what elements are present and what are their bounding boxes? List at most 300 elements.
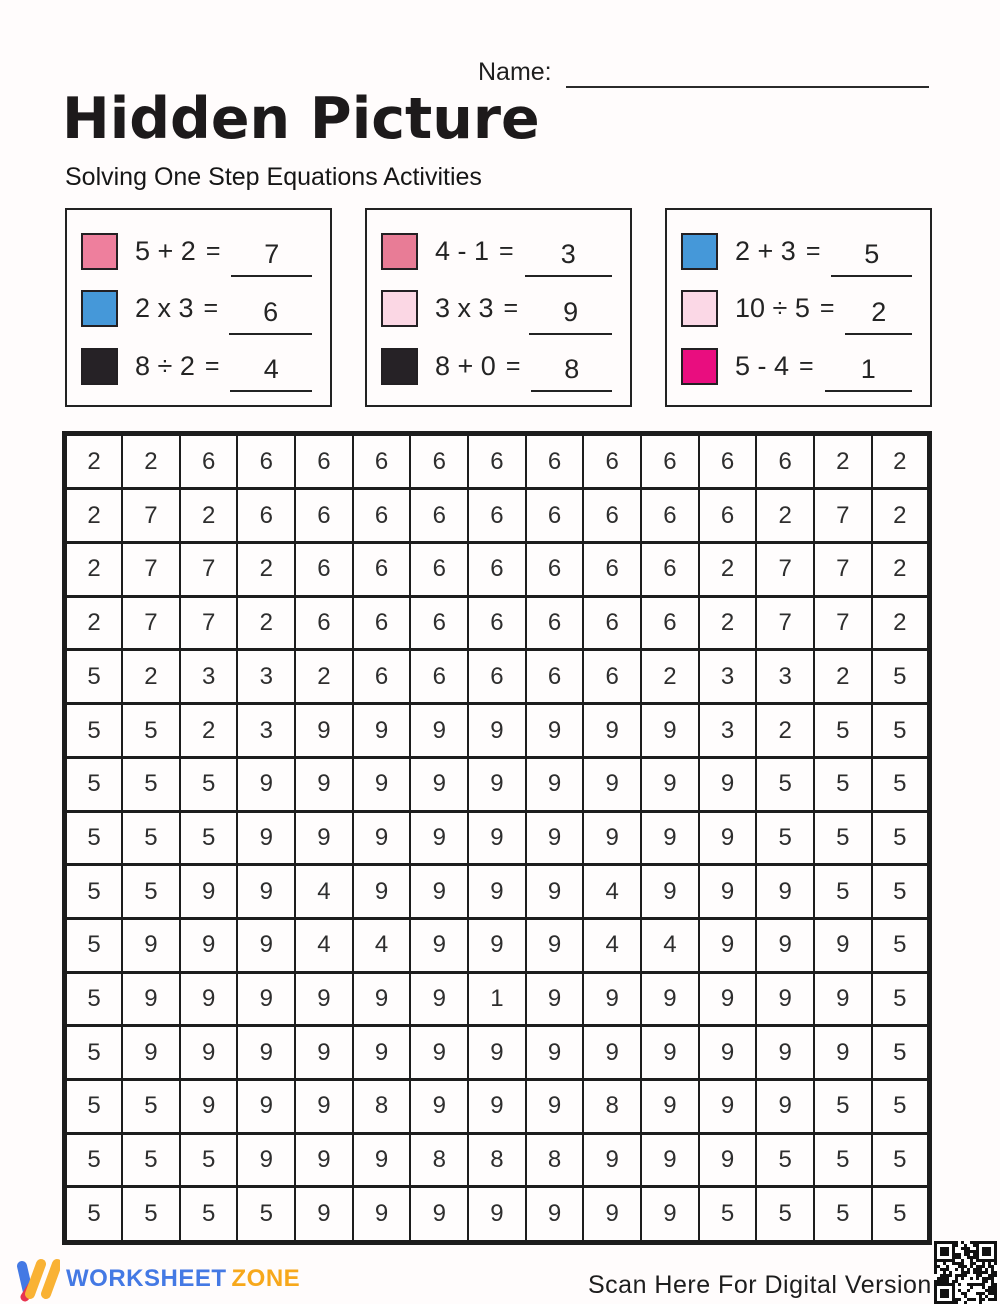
grid-cell: 5 xyxy=(872,865,930,919)
key-item xyxy=(381,283,612,335)
grid-cell: 9 xyxy=(641,1079,699,1133)
grid-cell: 5 xyxy=(814,811,872,865)
grid-cell: 5 xyxy=(872,811,930,865)
grid-cell: 8 xyxy=(353,1079,411,1133)
equation-answer: 6 xyxy=(229,292,312,335)
grid-cell: 9 xyxy=(583,757,641,811)
grid-cell: 6 xyxy=(526,650,584,704)
grid-cell: 9 xyxy=(756,972,814,1026)
grid-cell: 5 xyxy=(756,1187,814,1243)
equation-answer: 9 xyxy=(529,292,612,335)
grid-cell: 9 xyxy=(756,918,814,972)
equals-sign: = xyxy=(799,351,814,380)
grid-cell: 6 xyxy=(468,543,526,597)
grid-cell: 9 xyxy=(583,972,641,1026)
name-label: Name: xyxy=(478,58,552,86)
grid-cell: 6 xyxy=(641,434,699,489)
grid-cell: 3 xyxy=(237,650,295,704)
qr-code xyxy=(934,1241,997,1304)
grid-cell: 9 xyxy=(353,1133,411,1187)
grid-cell: 5 xyxy=(872,972,930,1026)
grid-cell: 5 xyxy=(814,1079,872,1133)
grid-cell: 6 xyxy=(237,489,295,543)
grid-cell: 8 xyxy=(468,1133,526,1187)
grid-cell: 5 xyxy=(65,865,123,919)
brand-worksheet: WORKSHEET xyxy=(66,1265,227,1292)
grid-cell: 9 xyxy=(756,1079,814,1133)
grid-cell: 9 xyxy=(295,811,353,865)
grid-cell: 6 xyxy=(641,596,699,650)
brand-zone: ZONE xyxy=(231,1265,301,1292)
grid-cell: 7 xyxy=(180,543,238,597)
grid-cell: 9 xyxy=(699,1133,757,1187)
grid-cell: 6 xyxy=(410,543,468,597)
grid-cell: 9 xyxy=(237,811,295,865)
grid-cell: 9 xyxy=(468,811,526,865)
grid-cell: 9 xyxy=(756,1026,814,1080)
grid-cell: 6 xyxy=(237,434,295,489)
grid-cell: 1 xyxy=(468,972,526,1026)
grid-cell: 3 xyxy=(237,704,295,758)
grid-cell: 6 xyxy=(180,434,238,489)
grid-cell: 5 xyxy=(122,1187,180,1243)
magenta-color-swatch xyxy=(681,348,718,385)
grid-row xyxy=(65,1133,930,1187)
grid-cell: 5 xyxy=(122,757,180,811)
grid-cell: 6 xyxy=(353,434,411,489)
key-item xyxy=(81,340,312,392)
logo-w-icon xyxy=(8,1256,60,1302)
grid-cell: 9 xyxy=(641,757,699,811)
grid-cell: 9 xyxy=(122,918,180,972)
grid-cell: 9 xyxy=(410,757,468,811)
grid-cell: 6 xyxy=(295,489,353,543)
grid-cell: 7 xyxy=(756,596,814,650)
grid-cell: 6 xyxy=(295,434,353,489)
grid-cell: 2 xyxy=(122,434,180,489)
grid-cell: 4 xyxy=(583,918,641,972)
grid-cell: 6 xyxy=(583,434,641,489)
grid-cell: 7 xyxy=(122,543,180,597)
equals-sign: = xyxy=(499,236,514,265)
equals-sign: = xyxy=(805,236,821,265)
grid-cell: 6 xyxy=(353,596,411,650)
grid-cell: 9 xyxy=(353,1026,411,1080)
grid-cell: 5 xyxy=(65,704,123,758)
grid-cell: 9 xyxy=(699,1079,757,1133)
grid-cell: 5 xyxy=(872,918,930,972)
grid-cell: 9 xyxy=(122,972,180,1026)
grid-cell: 9 xyxy=(526,918,584,972)
grid-cell: 2 xyxy=(756,489,814,543)
grid-cell: 9 xyxy=(526,972,584,1026)
equation-expression: 5 - 4 xyxy=(735,350,790,381)
grid-row xyxy=(65,757,930,811)
grid-cell: 5 xyxy=(872,1079,930,1133)
grid-cell: 5 xyxy=(814,757,872,811)
grid-cell: 6 xyxy=(410,596,468,650)
pink-color-swatch xyxy=(81,233,118,270)
pink-color-swatch xyxy=(381,233,418,270)
key-item xyxy=(681,225,912,277)
grid-cell: 5 xyxy=(180,1133,238,1187)
grid-cell: 2 xyxy=(65,543,123,597)
grid-cell: 5 xyxy=(65,811,123,865)
grid-cell: 5 xyxy=(872,757,930,811)
grid-cell: 9 xyxy=(641,1026,699,1080)
brand-text xyxy=(66,1265,300,1293)
grid-cell: 4 xyxy=(353,918,411,972)
worksheetzone-logo xyxy=(8,1256,300,1302)
grid-cell: 9 xyxy=(410,704,468,758)
page-subtitle: Solving One Step Equations Activities xyxy=(65,163,482,191)
grid-cell: 9 xyxy=(583,811,641,865)
grid-row xyxy=(65,1079,930,1133)
grid-cell: 6 xyxy=(353,650,411,704)
grid-cell: 9 xyxy=(756,865,814,919)
grid-cell: 9 xyxy=(295,972,353,1026)
grid-row xyxy=(65,865,930,919)
grid-cell: 7 xyxy=(814,489,872,543)
grid-cell: 6 xyxy=(295,543,353,597)
grid-cell: 9 xyxy=(641,865,699,919)
grid-row xyxy=(65,918,930,972)
key-box xyxy=(665,208,932,407)
equation-answer: 7 xyxy=(231,234,312,277)
grid-cell: 9 xyxy=(699,757,757,811)
key-box xyxy=(65,208,332,407)
scan-here-text: Scan Here For Digital Version xyxy=(588,1271,932,1299)
grid-cell: 5 xyxy=(814,1133,872,1187)
grid-row xyxy=(65,596,930,650)
grid-cell: 9 xyxy=(180,1026,238,1080)
grid-row xyxy=(65,811,930,865)
grid-cell: 5 xyxy=(814,865,872,919)
grid-cell: 3 xyxy=(180,650,238,704)
grid-cell: 6 xyxy=(468,489,526,543)
grid-row xyxy=(65,1026,930,1080)
grid-cell: 5 xyxy=(872,650,930,704)
grid-cell: 9 xyxy=(583,704,641,758)
grid-cell: 9 xyxy=(814,918,872,972)
grid-cell: 5 xyxy=(122,1079,180,1133)
grid-cell: 7 xyxy=(814,596,872,650)
grid-cell: 9 xyxy=(295,1026,353,1080)
grid-cell: 9 xyxy=(468,1079,526,1133)
grid-cell: 5 xyxy=(814,1187,872,1243)
grid-cell: 9 xyxy=(641,972,699,1026)
grid-cell: 2 xyxy=(814,434,872,489)
key-item xyxy=(81,283,312,335)
key-item xyxy=(381,340,612,392)
grid-cell: 2 xyxy=(122,650,180,704)
grid-cell: 9 xyxy=(526,865,584,919)
grid-cell: 9 xyxy=(410,1026,468,1080)
grid-cell: 2 xyxy=(699,543,757,597)
grid-row xyxy=(65,972,930,1026)
grid-cell: 6 xyxy=(410,434,468,489)
grid-cell: 9 xyxy=(180,972,238,1026)
grid-cell: 5 xyxy=(756,757,814,811)
grid-cell: 2 xyxy=(872,543,930,597)
grid-cell: 9 xyxy=(526,1187,584,1243)
grid-cell: 9 xyxy=(526,757,584,811)
grid-cell: 6 xyxy=(468,434,526,489)
grid-cell: 7 xyxy=(122,596,180,650)
grid-cell: 9 xyxy=(699,918,757,972)
grid-cell: 9 xyxy=(353,972,411,1026)
grid-cell: 9 xyxy=(468,704,526,758)
equation-expression: 2 x 3 xyxy=(135,293,194,323)
grid-cell: 2 xyxy=(699,596,757,650)
grid-cell: 9 xyxy=(468,1187,526,1243)
key-item xyxy=(681,340,912,392)
grid-row xyxy=(65,489,930,543)
grid-cell: 9 xyxy=(699,865,757,919)
blue-color-swatch xyxy=(681,233,718,270)
name-row xyxy=(478,56,929,88)
grid-cell: 3 xyxy=(699,704,757,758)
equals-sign: = xyxy=(819,294,835,322)
equation-expression: 3 x 3 xyxy=(435,293,494,323)
key-item xyxy=(81,225,312,277)
grid-cell: 9 xyxy=(353,865,411,919)
grid-cell: 9 xyxy=(353,1187,411,1243)
color-key xyxy=(65,208,932,407)
grid-cell: 9 xyxy=(583,1026,641,1080)
equation-answer: 3 xyxy=(525,234,612,277)
grid-cell: 6 xyxy=(526,489,584,543)
grid-cell: 5 xyxy=(122,865,180,919)
grid-cell: 9 xyxy=(641,1133,699,1187)
grid-cell: 2 xyxy=(65,434,123,489)
grid-cell: 4 xyxy=(641,918,699,972)
grid-cell: 9 xyxy=(237,865,295,919)
grid-cell: 5 xyxy=(122,1133,180,1187)
grid-cell: 9 xyxy=(583,1133,641,1187)
grid-cell: 5 xyxy=(872,1133,930,1187)
grid-cell: 2 xyxy=(295,650,353,704)
key-item xyxy=(681,283,912,335)
grid-cell: 2 xyxy=(237,543,295,597)
grid-row xyxy=(65,650,930,704)
grid-cell: 9 xyxy=(468,1026,526,1080)
grid-cell: 5 xyxy=(65,1079,123,1133)
grid-cell: 9 xyxy=(699,1026,757,1080)
equation-expression: 5 + 2 xyxy=(135,235,196,266)
key-item xyxy=(381,225,612,277)
equation-answer: 8 xyxy=(531,349,612,392)
grid-cell: 6 xyxy=(410,489,468,543)
equation-expression: 8 ÷ 2 xyxy=(135,350,195,381)
grid-cell: 9 xyxy=(814,1026,872,1080)
grid-cell: 9 xyxy=(353,811,411,865)
grid-cell: 9 xyxy=(641,704,699,758)
grid-cell: 2 xyxy=(65,596,123,650)
grid-cell: 9 xyxy=(295,1079,353,1133)
grid-cell: 9 xyxy=(468,865,526,919)
grid-cell: 6 xyxy=(468,650,526,704)
grid-cell: 9 xyxy=(237,1079,295,1133)
black-color-swatch xyxy=(381,348,418,385)
grid-row xyxy=(65,434,930,489)
grid-cell: 9 xyxy=(180,918,238,972)
grid-cell: 9 xyxy=(410,865,468,919)
grid-cell: 6 xyxy=(526,434,584,489)
grid-cell: 5 xyxy=(180,811,238,865)
grid-cell: 9 xyxy=(641,1187,699,1243)
grid-cell: 6 xyxy=(410,650,468,704)
grid-cell: 9 xyxy=(353,704,411,758)
grid-cell: 6 xyxy=(641,543,699,597)
black-color-swatch xyxy=(81,348,118,385)
grid-cell: 9 xyxy=(295,1133,353,1187)
grid-cell: 9 xyxy=(295,1187,353,1243)
grid-cell: 2 xyxy=(65,489,123,543)
grid-cell: 6 xyxy=(699,434,757,489)
key-box xyxy=(365,208,632,407)
grid-cell: 6 xyxy=(641,489,699,543)
grid-cell: 6 xyxy=(583,489,641,543)
equation-answer: 5 xyxy=(831,234,912,277)
grid-cell: 4 xyxy=(295,918,353,972)
name-input-line xyxy=(566,56,929,88)
grid-cell: 5 xyxy=(180,1187,238,1243)
grid-cell: 9 xyxy=(410,972,468,1026)
grid-cell: 4 xyxy=(295,865,353,919)
grid-cell: 9 xyxy=(237,918,295,972)
grid-cell: 9 xyxy=(526,1026,584,1080)
grid-cell: 2 xyxy=(641,650,699,704)
grid-cell: 7 xyxy=(756,543,814,597)
grid-cell: 5 xyxy=(872,1187,930,1243)
equals-sign: = xyxy=(203,294,219,322)
grid-cell: 6 xyxy=(583,596,641,650)
grid-cell: 9 xyxy=(526,811,584,865)
grid-cell: 9 xyxy=(237,1133,295,1187)
grid-cell: 2 xyxy=(814,650,872,704)
grid-cell: 8 xyxy=(410,1133,468,1187)
grid-cell: 6 xyxy=(583,543,641,597)
grid-cell: 6 xyxy=(756,434,814,489)
grid-cell: 7 xyxy=(180,596,238,650)
grid-cell: 2 xyxy=(872,596,930,650)
grid-cell: 9 xyxy=(180,1079,238,1133)
equation-answer: 1 xyxy=(825,349,912,392)
grid-cell: 2 xyxy=(756,704,814,758)
grid-cell: 5 xyxy=(756,1133,814,1187)
equation-expression: 8 + 0 xyxy=(435,350,496,381)
grid-cell: 6 xyxy=(699,489,757,543)
grid-cell: 9 xyxy=(237,757,295,811)
grid-cell: 5 xyxy=(699,1187,757,1243)
grid-cell: 9 xyxy=(410,918,468,972)
grid-cell: 3 xyxy=(756,650,814,704)
grid-cell: 5 xyxy=(65,1026,123,1080)
equals-sign: = xyxy=(503,294,519,322)
grid-cell: 5 xyxy=(65,650,123,704)
grid-cell: 6 xyxy=(353,543,411,597)
grid-cell: 5 xyxy=(756,811,814,865)
grid-cell: 7 xyxy=(814,543,872,597)
grid-cell: 6 xyxy=(583,650,641,704)
grid-cell: 9 xyxy=(410,811,468,865)
equation-answer: 2 xyxy=(845,292,912,335)
grid-cell: 3 xyxy=(699,650,757,704)
equation-expression: 10 ÷ 5 xyxy=(735,293,810,323)
grid-cell: 8 xyxy=(526,1133,584,1187)
equation-answer: 4 xyxy=(230,349,312,392)
light-pink-color-swatch xyxy=(681,290,718,327)
grid-cell: 9 xyxy=(468,918,526,972)
grid-cell: 5 xyxy=(872,1026,930,1080)
equals-sign: = xyxy=(204,351,220,380)
grid-cell: 5 xyxy=(814,704,872,758)
grid-cell: 9 xyxy=(526,1079,584,1133)
grid-cell: 9 xyxy=(237,972,295,1026)
grid-cell: 2 xyxy=(872,489,930,543)
grid-cell: 6 xyxy=(353,489,411,543)
grid-cell: 7 xyxy=(122,489,180,543)
grid-cell: 5 xyxy=(65,972,123,1026)
grid-cell: 9 xyxy=(641,811,699,865)
grid-row xyxy=(65,1187,930,1243)
grid-cell: 2 xyxy=(180,704,238,758)
grid-cell: 2 xyxy=(872,434,930,489)
grid-cell: 2 xyxy=(180,489,238,543)
grid-cell: 9 xyxy=(526,704,584,758)
grid-cell: 9 xyxy=(814,972,872,1026)
grid-cell: 5 xyxy=(122,704,180,758)
grid-cell: 9 xyxy=(122,1026,180,1080)
equals-sign: = xyxy=(205,236,221,265)
grid-cell: 5 xyxy=(65,757,123,811)
grid-cell: 2 xyxy=(237,596,295,650)
grid-cell: 5 xyxy=(180,757,238,811)
grid-cell: 9 xyxy=(180,865,238,919)
equals-sign: = xyxy=(505,351,521,380)
light-pink-color-swatch xyxy=(381,290,418,327)
equation-expression: 2 + 3 xyxy=(735,235,796,266)
grid-cell: 5 xyxy=(237,1187,295,1243)
grid-cell: 9 xyxy=(353,757,411,811)
equation-expression: 4 - 1 xyxy=(435,235,490,266)
grid-cell: 9 xyxy=(237,1026,295,1080)
page-title: Hidden Picture xyxy=(62,86,540,152)
grid-cell: 5 xyxy=(65,1187,123,1243)
grid-cell: 8 xyxy=(583,1079,641,1133)
grid-cell: 6 xyxy=(295,596,353,650)
grid-cell: 9 xyxy=(699,972,757,1026)
grid-cell: 6 xyxy=(526,543,584,597)
grid-cell: 6 xyxy=(468,596,526,650)
grid-cell: 4 xyxy=(583,865,641,919)
grid-row xyxy=(65,704,930,758)
grid-cell: 9 xyxy=(699,811,757,865)
grid-cell: 6 xyxy=(526,596,584,650)
grid-cell: 9 xyxy=(295,757,353,811)
grid-cell: 9 xyxy=(410,1079,468,1133)
number-grid xyxy=(62,431,932,1245)
grid-cell: 5 xyxy=(65,918,123,972)
grid-cell: 9 xyxy=(583,1187,641,1243)
grid-row xyxy=(65,543,930,597)
grid-cell: 5 xyxy=(122,811,180,865)
grid-cell: 5 xyxy=(65,1133,123,1187)
grid-cell: 9 xyxy=(468,757,526,811)
blue-color-swatch xyxy=(81,290,118,327)
grid-cell: 5 xyxy=(872,704,930,758)
